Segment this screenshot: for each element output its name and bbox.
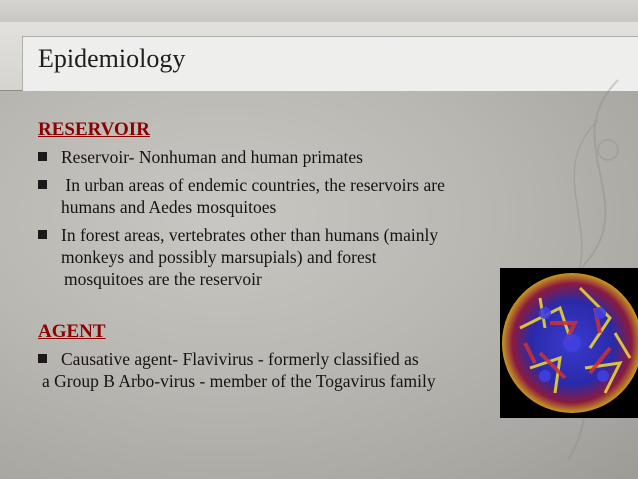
- slide-title: Epidemiology: [38, 44, 186, 73]
- flavivirus-illustration: [500, 268, 638, 418]
- reservoir-bullet-1: [38, 146, 618, 168]
- bullet-text: In urban areas of endemic countries, the reservoirs are: [61, 175, 445, 195]
- flavivirus-image: [500, 268, 638, 418]
- bullet-text: Reservoir- Nonhuman and human primates: [61, 147, 363, 167]
- reservoir-bullet-3: [38, 224, 618, 268]
- reservoir-bullet-2: [38, 174, 618, 218]
- bullet-square-icon: [38, 152, 47, 161]
- bullet-text-cont: humans and Aedes mosquitoes: [61, 197, 277, 217]
- reservoir-bullet-3-tail: mosquitoes are the reservoir: [64, 269, 262, 289]
- bullet-square-icon: [38, 180, 47, 189]
- bullet-square-icon: [38, 230, 47, 239]
- agent-heading: AGENT: [38, 321, 106, 342]
- reservoir-heading: RESERVOIR: [38, 119, 150, 140]
- agent-bullet-cont: a Group B Arbo-virus - member of the Togavirus family: [42, 371, 436, 391]
- bullet-text-cont: monkeys and possibly marsupials) and forest: [61, 247, 377, 267]
- bullet-text: In forest areas, vertebrates other than humans (mainly: [61, 225, 439, 245]
- bullet-square-icon: [38, 354, 47, 363]
- bullet-text: Causative agent- Flavivirus - formerly classified as: [61, 349, 419, 369]
- top-decor-bar: [0, 0, 638, 22]
